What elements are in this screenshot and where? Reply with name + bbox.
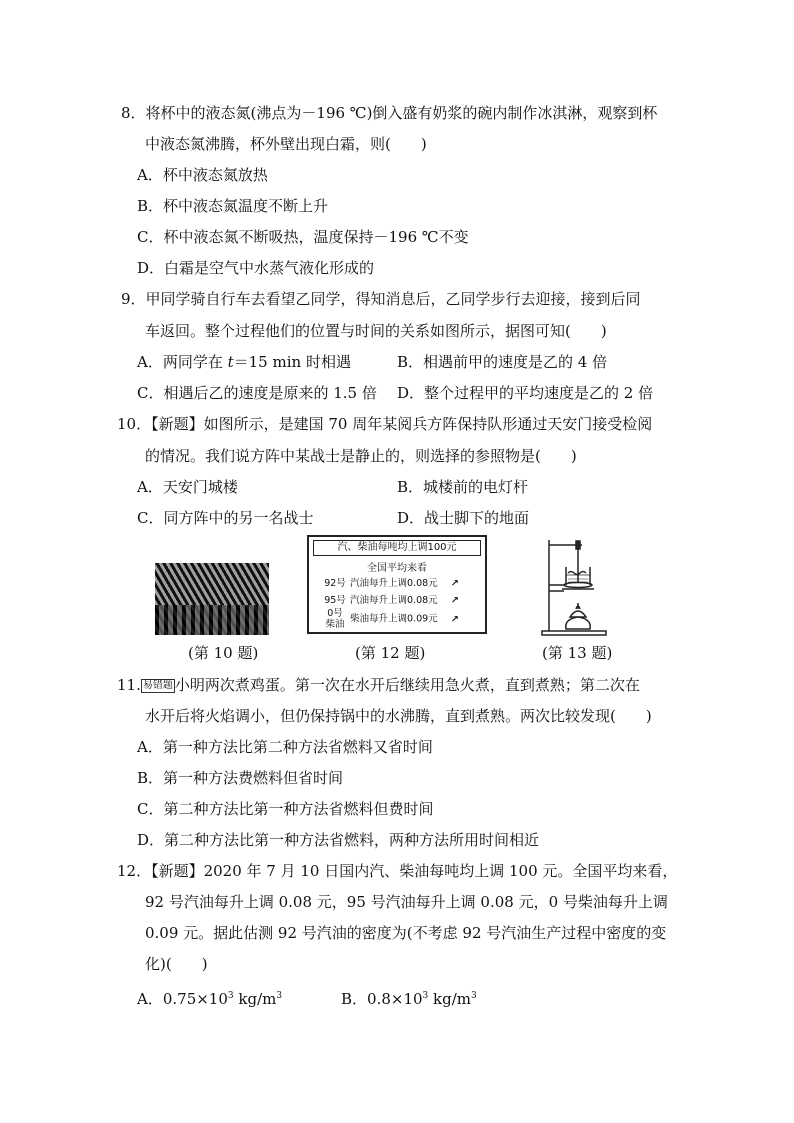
q11-stem-text: 小明两次煮鸡蛋。第一次在水开后继续用急火煮，直到煮熟；第二次在 <box>174 676 640 694</box>
q8-option-c: C．杯中液态氮不断吸热，温度保持－196 ℃不变 <box>137 228 469 246</box>
q9-option-a <box>137 352 351 372</box>
q11-number: 11. <box>117 676 141 694</box>
q12-stem-line3: 0.09 元。据此估测 92 号汽油的密度为(不考虑 92 号汽油生产过程中密度的变 <box>145 924 667 942</box>
q10-option-d: D．战士脚下的地面 <box>397 509 530 527</box>
q10-stem-line2: 的情况。我们说方阵中某战士是静止的，则选择的参照物是( ) <box>145 447 577 465</box>
fuel-grade-line2: 柴油 <box>325 619 345 630</box>
parade-photo <box>155 563 269 635</box>
q11-option-a: A．第一种方法比第二种方法省燃料又省时间 <box>137 738 433 756</box>
caption-fig12: (第 12 题) <box>355 644 426 662</box>
q11-option-b: B．第一种方法费燃料但省时间 <box>137 769 344 787</box>
up-arrow-icon: ↗ <box>450 613 459 625</box>
q8-stem-line1: 8．将杯中的液态氮(沸点为－196 ℃)倒入盛有奶浆的碗内制作冰淇淋，观察到杯 <box>121 104 658 122</box>
fuel-grade-line1: 0号 <box>327 608 343 619</box>
fuel-price-table <box>307 535 487 634</box>
q12-option-b-exp: 3 <box>422 991 429 1001</box>
q12-stem-line4: 化)( ) <box>145 955 208 973</box>
caption-fig13: (第 13 题) <box>542 644 613 662</box>
q12-stem-line2: 92 号汽油每升上调 0.08 元，95 号汽油每升上调 0.08 元，0 号柴油每升上调 <box>145 893 668 911</box>
fuel-price-change: 柴油每升上调0.09元 <box>350 613 438 625</box>
q8-option-a: A．杯中液态氮放热 <box>137 166 268 184</box>
q11-stem-line1 <box>117 675 640 695</box>
q10-option-b: B．城楼前的电灯杆 <box>397 478 529 496</box>
fuel-price-change: 汽油每升上调0.08元 <box>350 578 438 589</box>
fuel-grade: 92号 <box>324 578 346 589</box>
fuel-grade: 95号 <box>324 595 346 606</box>
q12-option-a-exp: 3 <box>227 991 234 1001</box>
q10-option-a: A．天安门城楼 <box>137 478 238 496</box>
q12-option-a <box>137 986 282 1009</box>
up-arrow-icon: ↗ <box>450 578 459 589</box>
q9-option-c: C．相遇后乙的速度是原来的 1.5 倍 <box>137 384 377 402</box>
q9-option-a-pre: A．两同学在 <box>137 353 228 371</box>
q8-stem-line2: 中液态氮沸腾，杯外壁出现白霜，则( ) <box>145 135 427 153</box>
q9-option-b: B．相遇前甲的速度是乙的 4 倍 <box>397 353 608 371</box>
q9-option-d: D．整个过程甲的平均速度是乙的 2 倍 <box>397 384 654 402</box>
q9-stem-line2: 车返回。整个过程他们的位置与时间的关系如图所示，据图可知( ) <box>145 322 607 340</box>
q11-option-d: D．第二种方法比第一种方法省燃料，两种方法所用时间相近 <box>137 831 540 849</box>
fuel-table-row <box>323 575 459 589</box>
q9-stem-line1: 9．甲同学骑自行车去看望乙同学，得知消息后，乙同学步行去迎接，接到后同 <box>121 290 641 308</box>
q8-option-b: B．杯中液态氮温度不断上升 <box>137 197 329 215</box>
q12-option-a-base: A．0.75×10 <box>137 990 228 1008</box>
fuel-price-change: 汽油每升上调0.08元 <box>350 595 438 606</box>
q12-option-a-unit: kg/m <box>233 990 277 1008</box>
q11-stem-line2: 水开后将火焰调小，但仍保持锅中的水沸腾，直到煮熟。两次比较发现( ) <box>145 707 652 725</box>
fuel-table-header: 汽、柴油每吨均上调100元 <box>313 540 481 556</box>
fuel-table-subheader: 全国平均来看 <box>367 563 427 574</box>
boiling-apparatus-diagram <box>540 537 610 637</box>
q11-option-c: C．第二种方法比第一种方法省燃料但费时间 <box>137 800 434 818</box>
q12-option-b <box>341 986 477 1009</box>
fuel-table-row <box>323 608 459 630</box>
fuel-table-row <box>323 592 459 606</box>
error-prone-tag: 易错题 <box>142 680 173 691</box>
q12-stem-line1: 12．【新题】2020 年 7 月 10 日国内汽、柴油每吨均上调 100 元。全国平均来看， <box>117 862 678 880</box>
q9-option-a-var: t <box>227 353 234 371</box>
q10-option-c: C．同方阵中的另一名战士 <box>137 509 314 527</box>
q12-option-b-base: B．0.8×10 <box>341 990 423 1008</box>
q10-stem-line1: 10．【新题】如图所示，是建国 70 周年某阅兵方阵保持队形通过天安门接受检阅 <box>117 415 653 433</box>
q12-option-b-unit: kg/m <box>428 990 472 1008</box>
fuel-grade <box>323 608 347 630</box>
caption-fig10: (第 10 题) <box>188 644 259 662</box>
q8-option-d: D．白霜是空气中水蒸气液化形成的 <box>137 259 375 277</box>
q12-option-a-unit-exp: 3 <box>276 991 283 1001</box>
q12-option-b-unit-exp: 3 <box>471 991 477 1001</box>
up-arrow-icon: ↗ <box>450 595 459 606</box>
q9-option-a-post: ＝15 min 时相遇 <box>233 353 351 371</box>
